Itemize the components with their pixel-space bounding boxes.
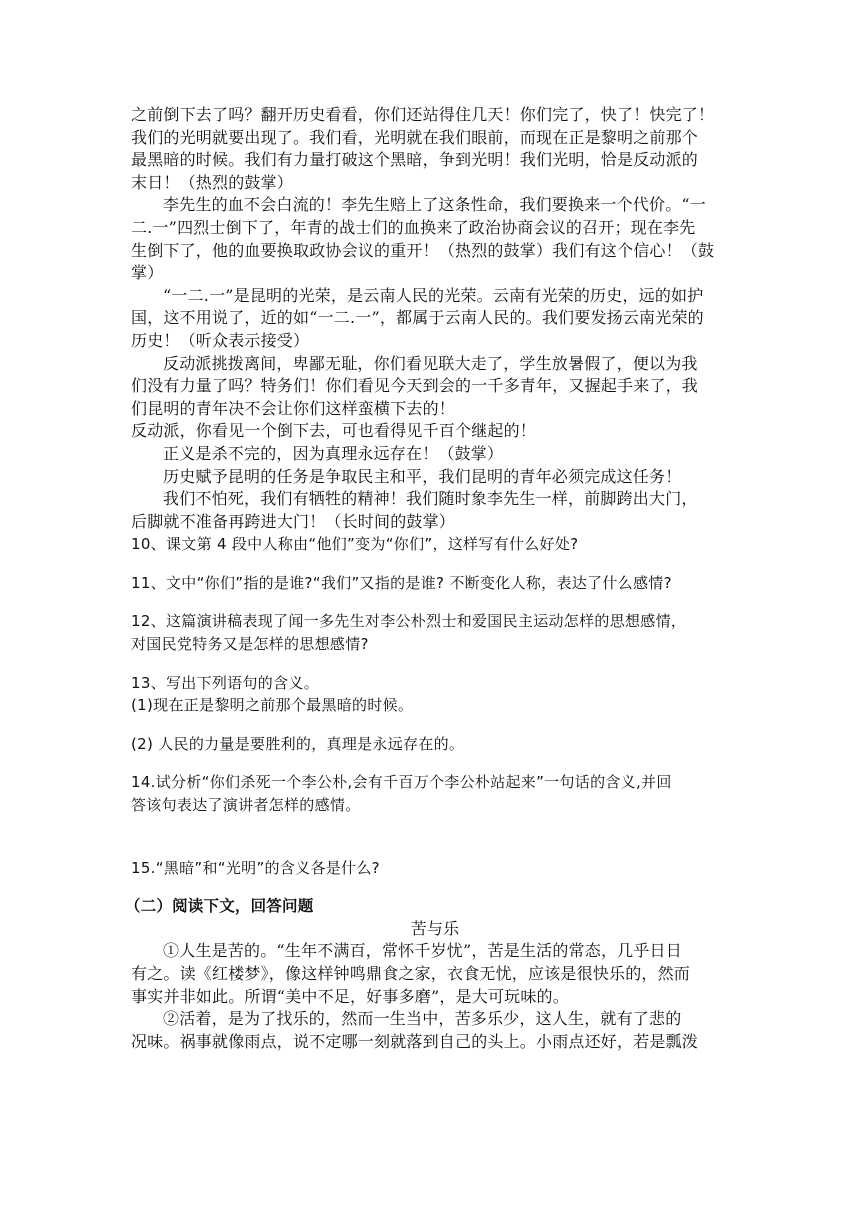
text-line: 李先生的血不会白流的！李先生赔上了这条性命，我们要换来一个代价。“一	[163, 195, 706, 215]
text-line: 我们不怕死，我们有牺牲的精神！我们随时象李先生一样，前脚跨出大门，	[163, 489, 698, 509]
question-13: 13、写出下列语句的含义。	[131, 673, 319, 692]
text-line: “一二.一”是昆明的光荣，是云南人民的光荣。云南有光荣的历史，远的如护	[163, 285, 704, 305]
question-13-item-1: (1)现在正是黎明之前那个最黑暗的时候。	[131, 696, 414, 715]
text-line: 最黑暗的时候。我们有力量打破这个黑暗，争到光明！我们光明，恰是反动派的	[131, 150, 699, 170]
text-line: 二.一”四烈士倒下了，年青的战士们的血换来了政治协商会议的召开；现在李先	[131, 217, 696, 237]
text-line: 反动派，你看见一个倒下去，可也看得见千百个继起的！	[131, 421, 537, 441]
question-15: 15.“黑暗”和“光明”的含义各是什么?	[131, 858, 380, 877]
article-title: 苦与乐	[410, 918, 460, 938]
document-page	[125, 104, 739, 1053]
text-line: 后脚就不准备再跨进大门！（长时间的鼓掌）	[131, 511, 456, 531]
question-14-cont: 答该句表达了演讲者怎样的感情。	[131, 796, 361, 815]
text-line: 正义是杀不完的，因为真理永远存在！（鼓掌）	[163, 443, 504, 463]
text-line: 况味。祸事就像雨点，说不定哪一刻就落到自己的头上。小雨点还好，若是瓢泼	[131, 1031, 699, 1051]
text-line: 掌）	[131, 263, 164, 283]
text-line: 国，这不用说了，近的如“一二.一”，都属于云南人民的。我们要发扬云南光荣的	[131, 308, 704, 328]
question-12: 12、这篇演讲稿表现了闻一多先生对李公朴烈士和爱国民主运动怎样的思想感情，	[131, 612, 687, 631]
text-line: 我们的光明就要出现了。我们看，光明就在我们眼前，而现在正是黎明之前那个	[131, 127, 699, 147]
text-line: 生倒下了，他的血要换取政协会议的重开！（热烈的鼓掌）我们有这个信心！（鼓	[131, 240, 715, 260]
question-10: 10、课文第 4 段中人称由“他们”变为“你们”，这样写有什么好处?	[131, 535, 579, 554]
question-14: 14.试分析“你们杀死一个李公朴,会有千百万个李公朴站起来”一句话的含义,并回	[131, 773, 672, 792]
text-line: ②活着，是为了找乐的，然而一生当中，苦多乐少，这人生，就有了悲的	[163, 1009, 682, 1029]
text-line: 历史！（听众表示接受）	[131, 330, 310, 350]
text-line: 历史赋予昆明的任务是争取民主和平，我们昆明的青年必须完成这任务！	[163, 466, 682, 486]
text-line: 们昆明的青年决不会让你们这样蛮横下去的！	[131, 398, 456, 418]
question-12-cont: 对国民党特务又是怎样的思想感情?	[131, 635, 369, 654]
text-line: 之前倒下去了吗？翻开历史看看，你们还站得住几天！你们完了，快了！快完了！	[131, 105, 715, 124]
question-13-item-2: (2) 人民的力量是要胜利的，真理是永远存在的。	[131, 734, 465, 753]
text-line: 末日！（热烈的鼓掌）	[131, 172, 294, 192]
section-heading: （二）阅读下文，回答问题	[125, 897, 314, 916]
question-11: 11、文中“你们”指的是谁?“我们”又指的是谁? 不断变化人称，表达了什么感情?	[131, 573, 672, 592]
text-line: 有之。读《红楼梦》，像这样钟鸣鼎食之家，衣食无忧，应该是很快乐的，然而	[131, 964, 691, 983]
text-line: 事实并非如此。所谓“美中不足，好事多磨”，是大可玩味的。	[131, 986, 569, 1006]
text-line: 们没有力量了吗？特务们！你们看见今天到会的一千多青年，又握起手来了，我	[131, 376, 699, 396]
text-line: 反动派挑拨离间，卑鄙无耻，你们看见联大走了，学生放暑假了，便以为我	[163, 353, 698, 373]
text-line: ①人生是苦的。“生年不满百，常怀千岁忧”，苦是生活的常态，几乎日日	[163, 941, 682, 961]
